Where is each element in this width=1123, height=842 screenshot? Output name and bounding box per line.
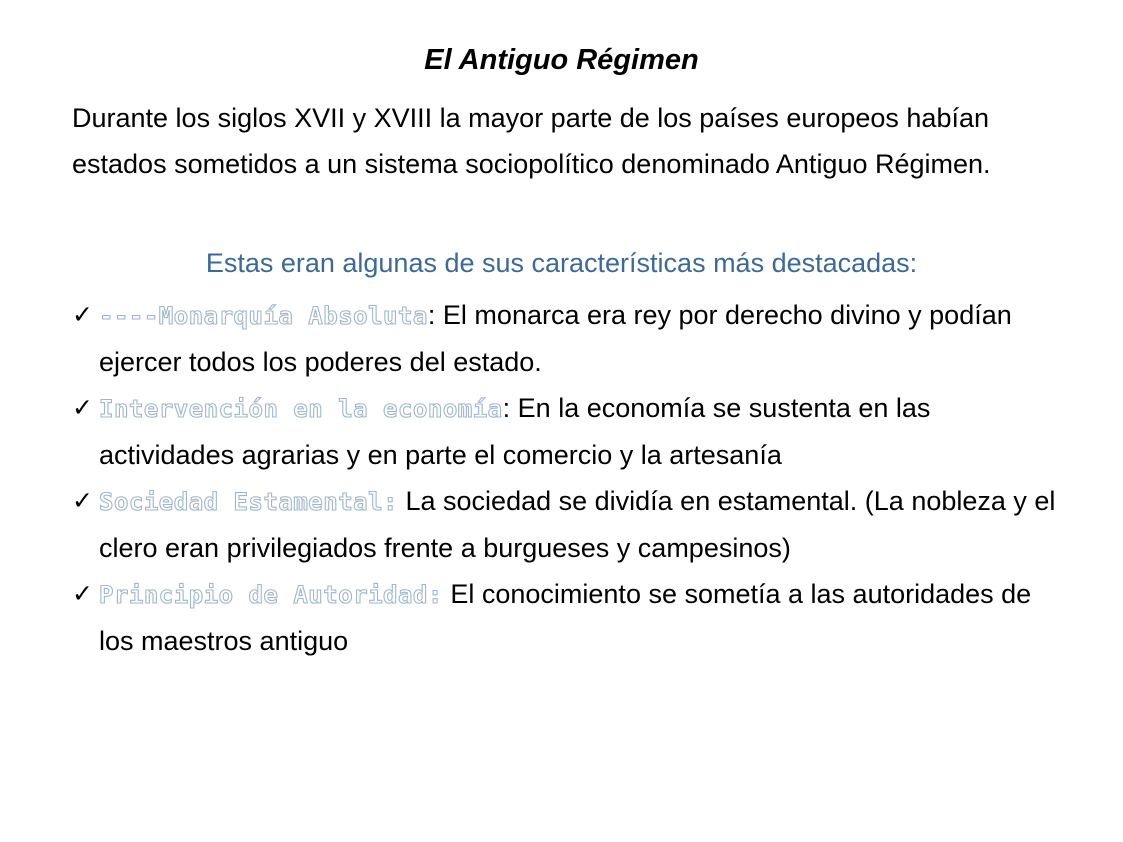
feature-term: Principio de Autoridad: bbox=[99, 581, 443, 609]
feature-term: Intervención en la economía bbox=[99, 395, 503, 423]
check-icon: ✓ bbox=[72, 393, 93, 422]
page-title: El Antiguo Régimen bbox=[424, 44, 699, 76]
features-subheading: Estas eran algunas de sus características más destacadas: bbox=[205, 248, 918, 278]
feature-sociedad-estamental bbox=[72, 478, 1072, 571]
feature-separator: : bbox=[502, 393, 511, 423]
feature-description: La sociedad se dividía en estamental. (La nobleza y el clero eran privilegiados frente a burgueses y campesinos) bbox=[99, 486, 1056, 563]
feature-principio-autoridad bbox=[72, 571, 1072, 664]
feature-description: El conocimiento se sometía a las autoridades de los maestros antiguo bbox=[99, 579, 1032, 656]
feature-monarquia-absoluta bbox=[72, 292, 1072, 385]
intro-paragraph: Durante los siglos XVII y XVIII la mayor parte de los países europeos habían estados sometidos a un sistema sociopolítico denominado Antiguo Régimen. bbox=[72, 103, 991, 179]
check-icon: ✓ bbox=[72, 579, 93, 608]
feature-intervencion-economia bbox=[72, 385, 1072, 478]
feature-description: En la economía se sustenta en las actividades agrarias y en parte el comercio y la artesanía bbox=[99, 393, 931, 470]
features-list bbox=[72, 292, 1072, 664]
feature-term: Sociedad Estamental: bbox=[99, 488, 398, 516]
feature-description: El monarca era rey por derecho divino y podían ejercer todos los poderes del estado. bbox=[99, 300, 1012, 377]
check-icon: ✓ bbox=[72, 486, 93, 515]
check-icon: ✓ bbox=[72, 300, 93, 329]
feature-separator: : bbox=[427, 300, 436, 330]
feature-term: ----Monarquía Absoluta bbox=[99, 302, 428, 330]
